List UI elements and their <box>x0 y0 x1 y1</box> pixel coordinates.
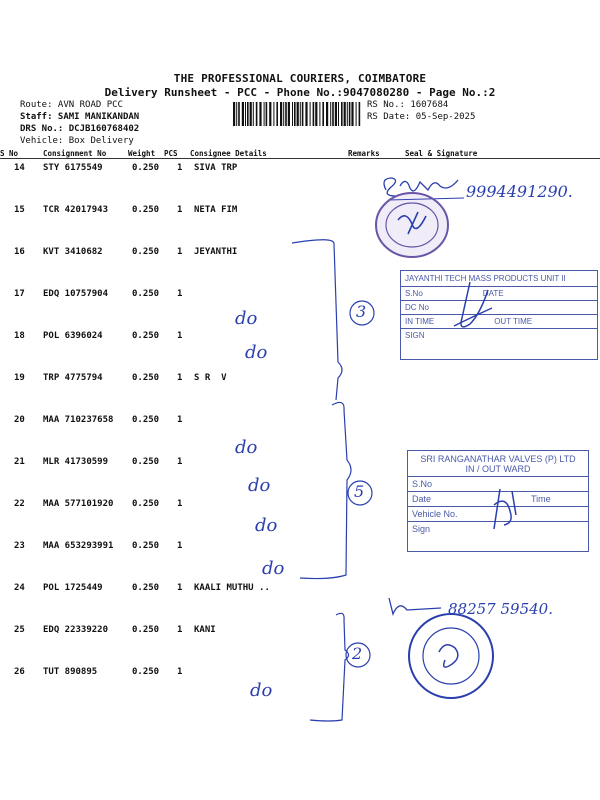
barcode-bar <box>236 102 237 126</box>
table-row <box>0 625 600 639</box>
cell-sno: 21 <box>14 457 25 467</box>
cell-wt: 0.250 <box>132 541 160 551</box>
table-row <box>0 583 600 597</box>
ditto-mark: do <box>245 342 268 363</box>
cell-cn: POL 6396024 <box>43 331 103 341</box>
barcode-bar <box>253 102 254 126</box>
round-seal-stamp <box>372 190 452 260</box>
barcode-bar <box>330 102 331 126</box>
col-sno: S No <box>0 149 19 158</box>
barcode-bar <box>335 102 337 126</box>
barcode-bar <box>269 102 271 126</box>
barcode-bar <box>238 102 240 126</box>
cell-consignee: KANI <box>194 625 216 635</box>
cell-sno: 20 <box>14 415 25 425</box>
cell-pcs: 1 <box>177 247 183 257</box>
cell-wt: 0.250 <box>132 583 160 593</box>
barcode-bar <box>273 102 274 126</box>
cell-cn: TUT 890895 <box>43 667 98 677</box>
cell-cn: KVT 3410682 <box>43 247 103 257</box>
barcode-bar <box>276 102 278 126</box>
barcode-bar <box>264 102 265 126</box>
cell-pcs: 1 <box>177 499 183 509</box>
stamp-line: Time <box>531 494 551 504</box>
cell-cn: STY 6175549 <box>43 163 103 173</box>
table-row <box>0 247 600 261</box>
barcode-bar <box>283 102 284 126</box>
cell-consignee: S R V <box>194 373 227 383</box>
table-row <box>0 163 600 177</box>
col-consignee: Consignee Details <box>190 149 267 158</box>
stamp-line: SIGN <box>405 331 425 340</box>
barcode-bar <box>233 102 235 126</box>
ditto-mark: do <box>262 558 285 579</box>
col-weight: Weight <box>128 149 156 158</box>
barcode-bar <box>310 102 311 126</box>
ditto-mark: do <box>235 437 258 458</box>
barcode-bar <box>305 102 307 126</box>
barcode-bar <box>280 102 282 126</box>
col-consignment: Consignment No <box>43 149 107 158</box>
cell-pcs: 1 <box>177 583 183 593</box>
barcode-bar <box>292 102 293 126</box>
cell-pcs: 1 <box>177 457 183 467</box>
cell-pcs: 1 <box>177 331 183 341</box>
barcode-bar <box>297 102 299 126</box>
phone-number-handwritten: 9994491290. <box>466 182 573 201</box>
ditto-mark: do <box>248 475 271 496</box>
stamp-title: JAYANTHI TECH MASS PRODUCTS UNIT II <box>401 271 597 287</box>
cell-sno: 25 <box>14 625 25 635</box>
barcode <box>233 102 361 126</box>
round-seal-stamp <box>405 612 497 700</box>
stamp-line: Date <box>412 494 432 504</box>
barcode-bar <box>285 102 287 126</box>
header-divider <box>0 158 600 159</box>
circled-count: 5 <box>354 482 365 501</box>
cell-consignee: KAALI MUTHU .. <box>194 583 270 593</box>
cell-cn: TRP 4775794 <box>43 373 103 383</box>
phone-number-handwritten: 88257 59540. <box>448 600 553 618</box>
barcode-bar <box>341 102 343 126</box>
ditto-mark: do <box>250 680 273 701</box>
barcode-bar <box>359 102 361 126</box>
cell-wt: 0.250 <box>132 625 160 635</box>
cell-sno: 14 <box>14 163 25 173</box>
stamp-line: Sign <box>412 524 431 534</box>
table-row <box>0 205 600 219</box>
barcode-bar <box>247 102 249 126</box>
cell-pcs: 1 <box>177 667 183 677</box>
stamp-subtitle: IN / OUT WARD <box>408 464 588 477</box>
barcode-bar <box>302 102 304 126</box>
staff-label: Staff: SAMI MANIKANDAN <box>20 112 140 122</box>
cell-pcs: 1 <box>177 289 183 299</box>
cell-cn: MAA 577101920 <box>43 499 114 509</box>
cell-wt: 0.250 <box>132 331 160 341</box>
barcode-bar <box>242 102 244 126</box>
cell-cn: MLR 41730599 <box>43 457 109 467</box>
barcode-bar <box>259 102 261 126</box>
barcode-bar <box>356 102 357 126</box>
circled-count: 3 <box>356 302 367 321</box>
barcode-bar <box>319 102 320 126</box>
barcode-bar <box>326 102 328 126</box>
cell-wt: 0.250 <box>132 247 160 257</box>
barcode-bar <box>294 102 296 126</box>
cell-cn: TCR 42017943 <box>43 205 109 215</box>
cell-sno: 23 <box>14 541 25 551</box>
col-remarks: Remarks <box>348 149 380 158</box>
barcode-bar <box>245 102 246 126</box>
cell-sno: 15 <box>14 205 25 215</box>
cell-wt: 0.250 <box>132 499 160 509</box>
barcode-bar <box>266 102 268 126</box>
barcode-bar <box>347 102 348 126</box>
stamp-line: S.No <box>405 289 423 298</box>
stamp-line: S.No <box>408 477 588 492</box>
stamp-line: DC No <box>401 301 597 315</box>
stamp-line: OUT TIME <box>494 317 533 326</box>
cell-cn: MAA 653293991 <box>43 541 114 551</box>
cell-wt: 0.250 <box>132 667 160 677</box>
barcode-bar <box>338 102 339 126</box>
cell-cn: MAA 710237658 <box>43 415 114 425</box>
barcode-bar <box>300 102 301 126</box>
table-row <box>0 415 600 429</box>
barcode-bar <box>313 102 315 126</box>
barcode-bar <box>344 102 346 126</box>
vehicle-label: Vehicle: Box Delivery <box>20 136 134 146</box>
cell-wt: 0.250 <box>132 205 160 215</box>
barcode-bar <box>349 102 351 126</box>
barcode-bar <box>250 102 252 126</box>
stamp-line: IN TIME <box>405 317 435 326</box>
cell-cn: POL 1725449 <box>43 583 103 593</box>
cell-wt: 0.250 <box>132 289 160 299</box>
ditto-mark: do <box>255 515 278 536</box>
cell-consignee: NETA FIM <box>194 205 238 215</box>
barcode-bar <box>288 102 290 126</box>
stamp-signature <box>480 485 530 535</box>
barcode-bar <box>332 102 334 126</box>
rs-number: RS No.: 1607684 <box>367 100 449 110</box>
table-row <box>0 373 600 387</box>
cell-wt: 0.250 <box>132 373 160 383</box>
cell-wt: 0.250 <box>132 457 160 467</box>
cell-sno: 24 <box>14 583 25 593</box>
cell-pcs: 1 <box>177 415 183 425</box>
cell-sno: 18 <box>14 331 25 341</box>
stamp-title: SRI RANGANATHAR VALVES (P) LTD <box>420 454 576 464</box>
stamp-line: DATE <box>482 289 504 298</box>
cell-pcs: 1 <box>177 541 183 551</box>
cell-wt: 0.250 <box>132 163 160 173</box>
barcode-bar <box>351 102 353 126</box>
barcode-bar <box>256 102 258 126</box>
col-seal: Seal & Signature <box>405 149 478 158</box>
cell-sno: 26 <box>14 667 25 677</box>
barcode-bar <box>322 102 324 126</box>
cell-consignee: JEYANTHI <box>194 247 238 257</box>
stamp-line: Vehicle No. <box>408 507 588 522</box>
cell-wt: 0.250 <box>132 415 160 425</box>
drs-number: DRS No.: DCJB160768402 <box>20 124 140 134</box>
cell-sno: 17 <box>14 289 25 299</box>
rs-date: RS Date: 05-Sep-2025 <box>367 112 476 122</box>
cell-pcs: 1 <box>177 373 183 383</box>
ditto-mark: do <box>235 308 258 329</box>
cell-sno: 19 <box>14 373 25 383</box>
route-label: Route: AVN ROAD PCC <box>20 100 123 110</box>
circled-count: 2 <box>352 644 363 663</box>
document-title: THE PROFESSIONAL COURIERS, COIMBATORE <box>173 72 427 85</box>
runsheet-subtitle: Delivery Runsheet - PCC - Phone No.:9047080280 - Page No.:2 <box>104 86 496 99</box>
cell-pcs: 1 <box>177 625 183 635</box>
cell-consignee: SIVA TRP <box>194 163 238 173</box>
cell-sno: 16 <box>14 247 25 257</box>
stamp-signature <box>440 278 500 338</box>
barcode-bar <box>315 102 317 126</box>
cell-pcs: 1 <box>177 163 183 173</box>
cell-cn: EDQ 10757904 <box>43 289 109 299</box>
table-row <box>0 667 600 681</box>
col-pcs: PCS <box>164 149 178 158</box>
cell-sno: 22 <box>14 499 25 509</box>
cell-cn: EDQ 22339220 <box>43 625 109 635</box>
cell-pcs: 1 <box>177 205 183 215</box>
